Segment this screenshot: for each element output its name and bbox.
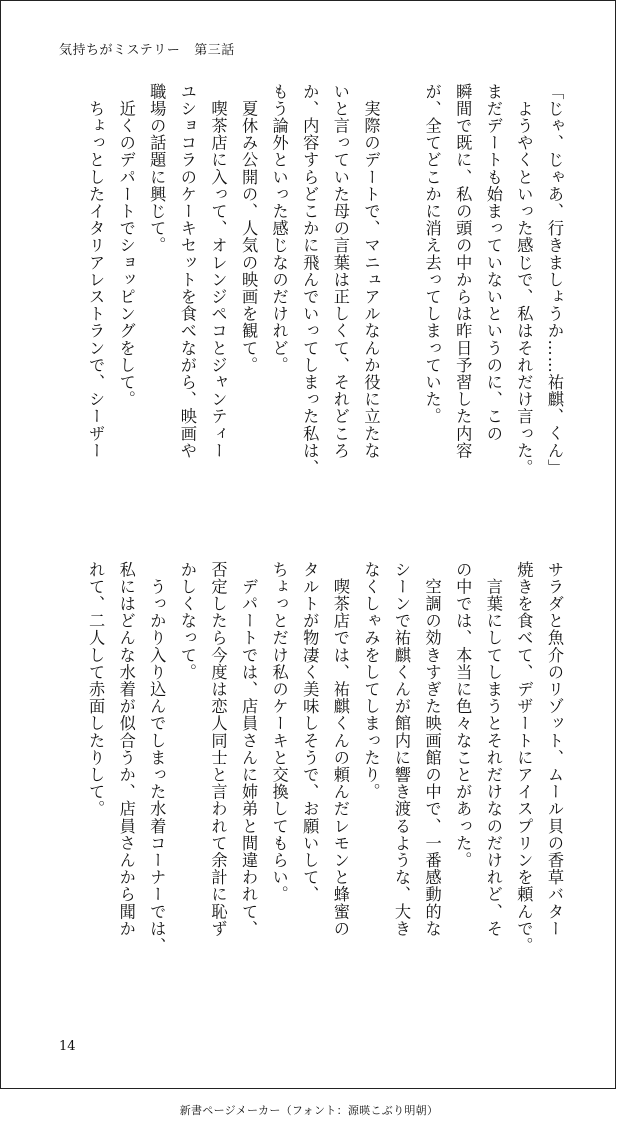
text-line: サラダと魚介のリゾット、ムール貝の香草バター (545, 561, 564, 938)
text-line: 「じゃ、じゃあ、行きましょうか……祐麒、くん」 (545, 83, 564, 477)
text-line: 焼きを食べて、デザートにアイスプリンを頼んで。 (514, 561, 534, 955)
book-title: 気持ちがミステリー (59, 43, 181, 58)
text-line: 夏休み公開の、人気の映画を観て。 (239, 83, 259, 374)
text-line: ようやくといった感じで、私はそれだけ言った。 (514, 83, 534, 477)
text-line: もう論外といった感じなのだけれど。 (269, 83, 289, 374)
text-line: 空調の効きすぎた映画館の中で、一番感動的な (422, 561, 442, 938)
text-line: なくしゃみをしてしまったり。 (361, 561, 381, 801)
text-line: れて、二人して赤面したりして。 (86, 561, 106, 818)
running-header (59, 39, 235, 58)
text-line: 実際のデートで、マニュアルなんか役に立たな (361, 83, 381, 460)
text-line: 喫茶店に入って、オレンジペコとジャンティー (208, 83, 228, 460)
text-line: ちょっとだけ私のケーキと交換してもらい。 (269, 561, 289, 903)
text-line: か、内容すらどこかに飛んでいってしまった私は、 (300, 83, 320, 477)
text-line: 私にはどんな水着が似合うか、店員さんから聞か (116, 561, 136, 938)
page-number: 14 (59, 1039, 76, 1054)
chapter-title: 第三話 (194, 43, 235, 58)
text-line: 近くのデパートでショッピングをして。 (116, 83, 136, 408)
text-line: かしくなって。 (177, 561, 197, 681)
text-line: デパートでは、店員さんに姉弟と間違われて、 (239, 561, 259, 938)
text-line: シーンで祐麒くんが館内に響き渡るような、大き (392, 561, 412, 938)
text-line: ユショコラのケーキセットを食べながら、映画や (177, 83, 197, 460)
text-line: の中では、本当に色々なことがあった。 (453, 561, 473, 869)
text-line: 否定したら今度は恋人同士と言われて余計に恥ず (208, 561, 228, 938)
text-line: まだデートも始まっていないというのに、この (483, 83, 503, 443)
text-line: 言葉にしてしまうとそれだけなのだけれど、そ (483, 561, 503, 938)
text-line: ちょっとしたイタリアレストランで、シーザー (86, 83, 106, 460)
text-block-lower (80, 561, 570, 1017)
text-line: が、全てどこかに消え去ってしまっていた。 (422, 83, 442, 425)
text-line: いと言っていた母の言葉は正しくて、それどころ (330, 83, 350, 460)
text-line: 職場の話題に興じて。 (147, 83, 167, 254)
text-line: うっかり入り込んでしまった水着コーナーでは、 (147, 561, 167, 955)
text-line (385, 83, 416, 523)
text-line: 喫茶店では、祐麒くんの頼んだレモンと蜂蜜の (330, 561, 350, 938)
text-block-upper (80, 83, 570, 523)
footer-credit: 新書ページメーカー（フォント：源暎こぶり明朝） (179, 1104, 439, 1117)
text-line: タルトが物凄く美味しそうで、お願いして、 (300, 561, 320, 903)
text-line: 瞬間で既に、私の頭の中からは昨日予習した内容 (453, 83, 473, 460)
